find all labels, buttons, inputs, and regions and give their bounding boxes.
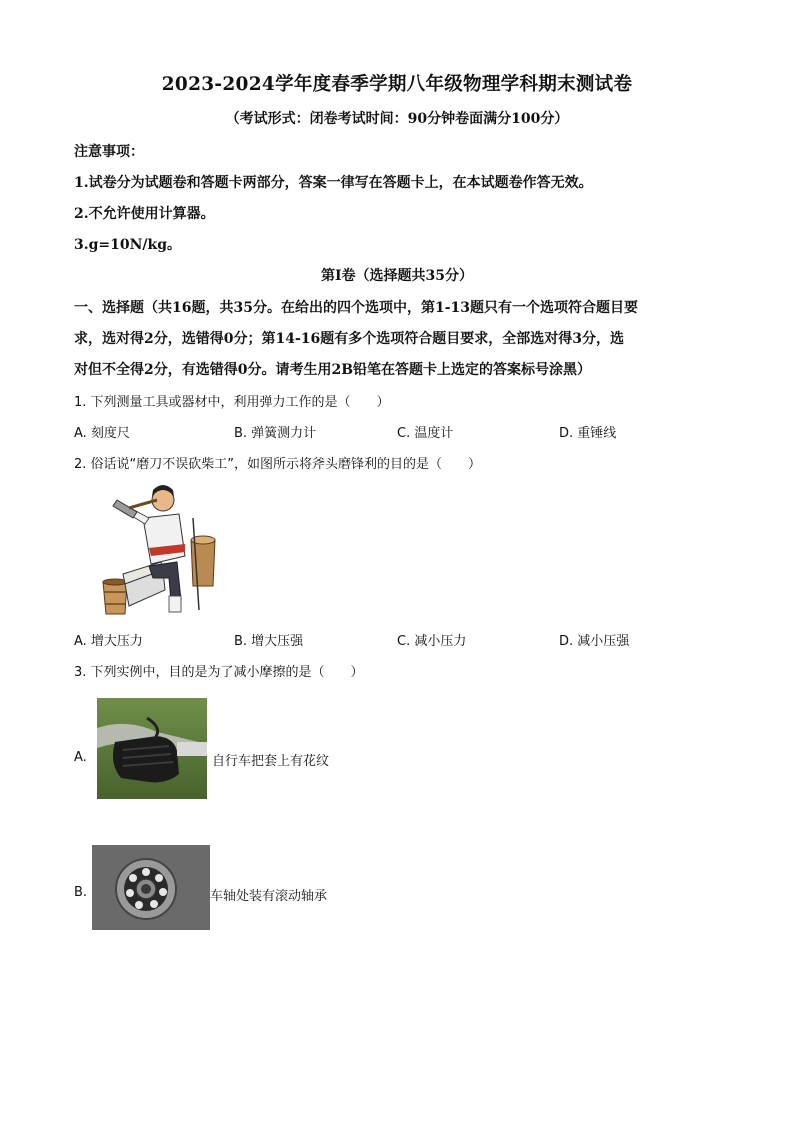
notes-heading: 注意事项： — [74, 144, 144, 160]
exam-subtitle: （考试形式：闭卷考试时间：90分钟卷面满分100分） — [225, 111, 569, 127]
axe-sharpening-illustration — [99, 478, 223, 620]
note-item: 3.g=10N/kg。 — [74, 237, 182, 253]
exam-title: 2023-2024学年度春季学期八年级物理学科期末测试卷 — [161, 74, 633, 95]
bicycle-handlebar-grip-photo — [97, 698, 207, 799]
question-3-option-b-text: 车轴处装有滚动轴承 — [210, 889, 328, 904]
question-1-option-d: D. 重锤线 — [559, 426, 617, 441]
question-3-option-a-text: 自行车把套上有花纹 — [212, 754, 330, 769]
question-1-stem: 1. 下列测量工具或器材中，利用弹力工作的是（ ） — [74, 395, 390, 410]
section-instructions-line: 一、选择题（共16题，共35分。在给出的四个选项中，第1-13题只有一个选项符合题目要 — [74, 300, 638, 316]
section-instructions-line: 对但不全得2分，有选错得0分。请考生用2B铅笔在答题卡上选定的答案标号涂黑） — [74, 362, 592, 378]
question-2-option-a: A. 增大压力 — [74, 634, 143, 649]
question-3-stem: 3. 下列实例中，目的是为了减小摩擦的是（ ） — [74, 665, 364, 680]
question-1-option-b: B. 弹簧测力计 — [234, 426, 317, 441]
question-2-option-d: D. 减小压强 — [559, 634, 630, 649]
question-2-stem: 2. 俗话说“磨刀不误砍柴工”，如图所示将斧头磨锋利的目的是（ ） — [74, 457, 482, 472]
question-1-option-a: A. 刻度尺 — [74, 426, 130, 441]
ball-bearing-photo — [92, 845, 210, 930]
question-2-option-b: B. 增大压强 — [234, 634, 304, 649]
question-3-option-a-letter: A. — [74, 750, 87, 765]
question-3-option-b-letter: B. — [74, 885, 88, 900]
question-2-option-c: C. 减小压力 — [397, 634, 467, 649]
note-item: 2.不允许使用计算器。 — [74, 206, 215, 222]
section-title: 第Ⅰ卷（选择题共35分） — [320, 268, 474, 284]
note-item: 1.试卷分为试题卷和答题卡两部分，答案一律写在答题卡上，在本试题卷作答无效。 — [74, 175, 593, 191]
question-1-option-c: C. 温度计 — [397, 426, 454, 441]
section-instructions-line: 求，选对得2分，选错得0分；第14-16题有多个选项符合题目要求，全部选对得3分，选 — [74, 331, 624, 347]
